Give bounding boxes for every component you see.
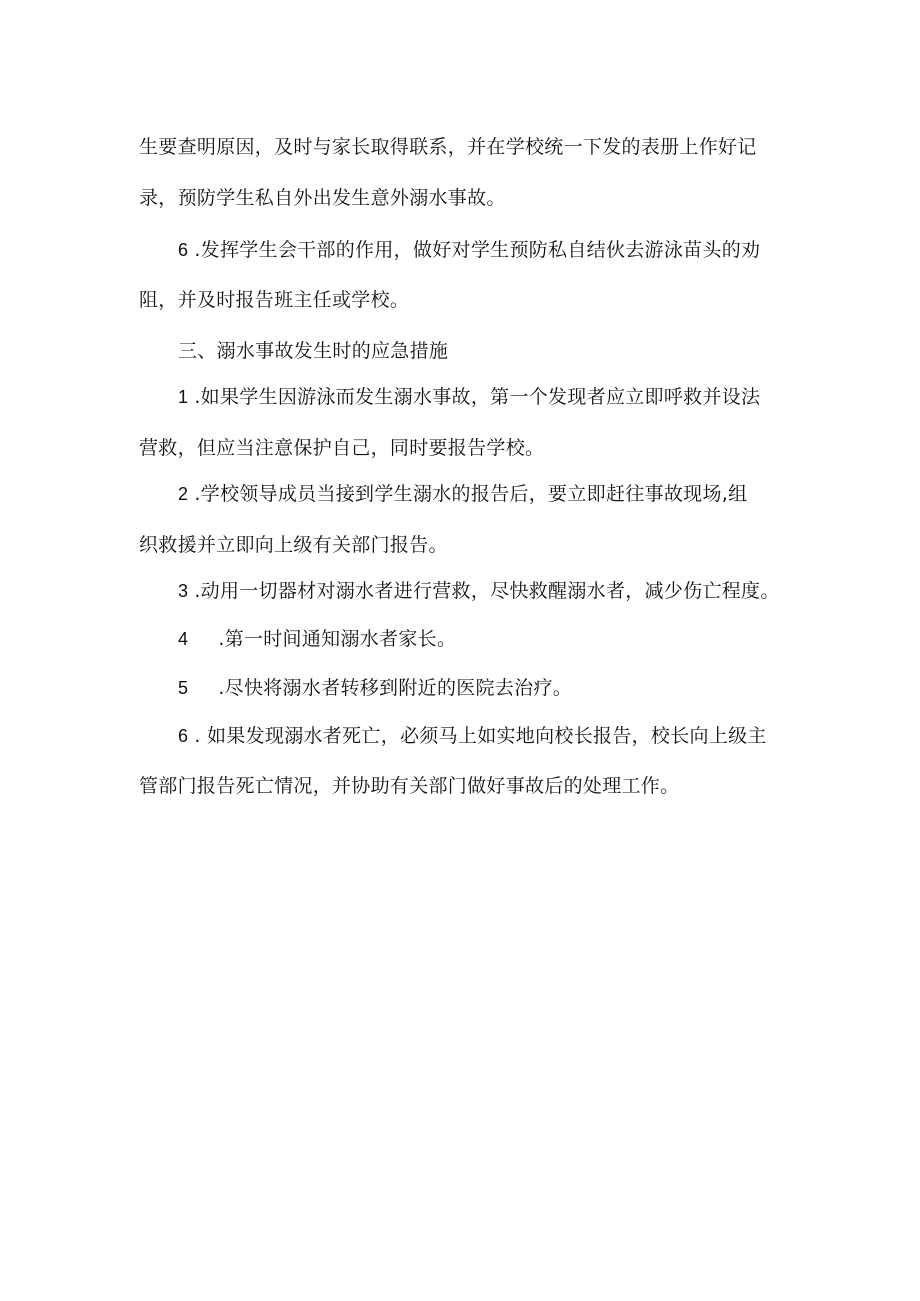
- list-item-number: 3: [178, 581, 189, 601]
- list-item-continuation: 阻，并及时报告班主任或学校。: [139, 289, 410, 311]
- list-item-number: 4: [178, 629, 189, 649]
- list-item-2: [178, 483, 838, 505]
- list-item-continuation: 织救援并立即向上级有关部门报告。: [139, 534, 448, 556]
- list-item-continuation: 营救，但应当注意保护自己，同时要报告学校。: [139, 437, 545, 459]
- list-item-number: 2: [178, 484, 189, 504]
- list-item-text: .如果学生因游泳而发生溺水事故，第一个发现者应立即呼救并设法: [194, 386, 761, 408]
- list-item-text: .第一时间通知溺水者家长。: [218, 628, 457, 650]
- paragraph-line: 生要查明原因，及时与家长取得联系，并在学校统一下发的表册上作好记: [139, 136, 757, 158]
- list-item-continuation: 管部门报告死亡情况，并协助有关部门做好事故后的处理工作。: [139, 775, 680, 797]
- list-item-text: .动用一切器材对溺水者进行营救，尽快救醒溺水者，减少伤亡程度。: [194, 580, 780, 602]
- list-item-5: [178, 677, 838, 699]
- list-item-text: .尽快将溺水者转移到附近的医院去治疗。: [218, 677, 573, 699]
- paragraph-line: 录，预防学生私自外出发生意外溺水事故。: [139, 187, 506, 209]
- list-item-number: 5: [178, 678, 189, 698]
- list-item-text: . 如果发现溺水者死亡，必须马上如实地向校长报告，校长向上级主: [194, 725, 767, 747]
- list-item-text: .发挥学生会干部的作用，做好对学生预防私自结伙去游泳苗头的劝: [194, 239, 761, 261]
- list-item-4: [178, 628, 838, 650]
- list-item-6-prev: [178, 239, 838, 261]
- section-heading: 三、溺水事故发生时的应急措施: [178, 340, 449, 362]
- list-item-text: .学校领导成员当接到学生溺水的报告后，要立即赶往事故现场,组: [194, 483, 748, 505]
- list-item-number: 1: [178, 387, 189, 407]
- list-item-1: [178, 386, 838, 408]
- list-item-6: [178, 725, 838, 747]
- list-item-number: 6: [178, 726, 189, 746]
- list-item-number: 6: [178, 240, 189, 260]
- list-item-3: [178, 580, 838, 602]
